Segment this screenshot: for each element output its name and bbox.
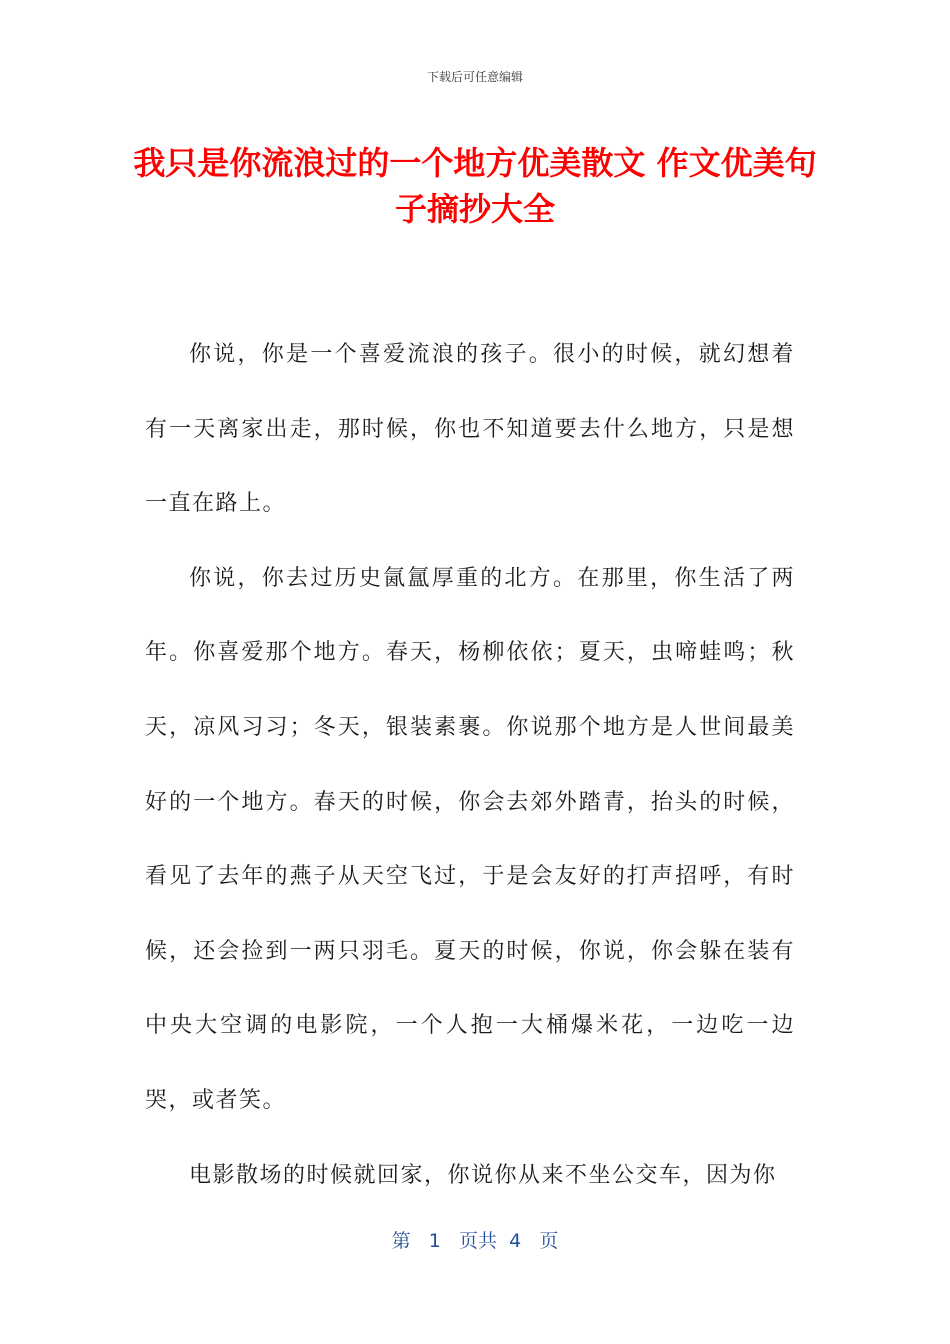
- footer-prefix: 第: [391, 1230, 411, 1252]
- footer-middle: 页共: [459, 1230, 498, 1252]
- footer-current-page: 1: [428, 1230, 441, 1252]
- paragraph: 电影散场的时候就回家，你说你从来不坐公交车，因为你: [189, 1162, 777, 1188]
- paragraph: 你说，你是一个喜爱流浪的孩子。很小的时候，就幻想着有一天离家出走，那时候，你也不知道要去什么地方，只是想一直在路上。: [145, 342, 795, 517]
- page-footer: [0, 1226, 950, 1253]
- document-title: 我只是你流浪过的一个地方优美散文 作文优美句子摘抄大全: [133, 144, 817, 228]
- footer-total-pages: 4: [509, 1230, 522, 1252]
- footer-suffix: 页: [539, 1230, 559, 1252]
- paragraph: 你说，你去过历史氤氲厚重的北方。在那里，你生活了两年。你喜爱那个地方。春天，杨柳依依；夏天，虫啼蛙鸣；秋天，凉风习习；冬天，银装素裹。你说那个地方是人世间最美好的一个地方。春天的时候，你会去郊外踏青，抬头的时候，看见了去年的燕子从天空飞过，于是会友好的打声招呼，有时候，还会捡到一两只羽毛。夏天的时候，你说，你会躲在装有中央大空调的电影院，一个人抱一大桶爆米花，一边吃一边哭，或者笑。: [145, 565, 795, 1113]
- document-body: [145, 318, 795, 1213]
- header-note: 下载后可任意编辑: [426, 70, 523, 84]
